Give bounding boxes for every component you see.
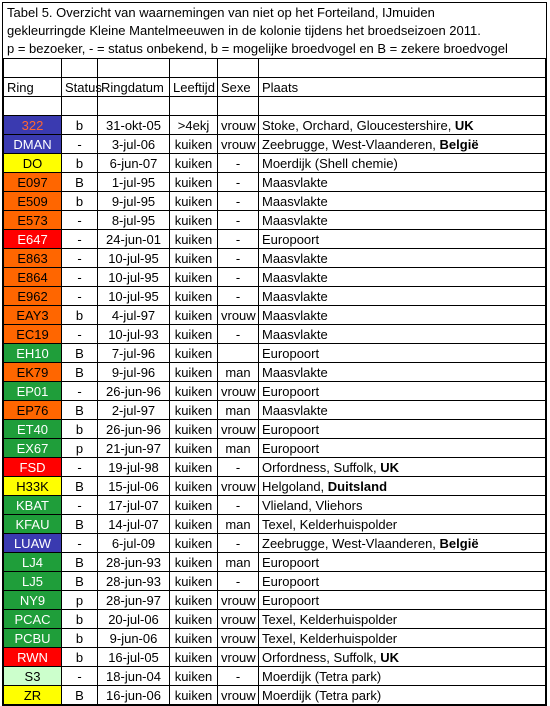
ringdatum-cell: 10-jul-95 [98,268,170,287]
ring-cell: 322 [4,116,62,135]
plaats-cell [259,667,546,686]
ring-cell: S3 [4,667,62,686]
table-row [4,363,546,382]
ring-cell: EP76 [4,401,62,420]
status-cell: b [62,116,98,135]
leeftijd-cell: kuiken [170,287,218,306]
sexe-cell: vrouw [218,306,259,325]
ringdatum-cell: 3-jul-06 [98,135,170,154]
plaats-cell [259,515,546,534]
plaats-cell [259,325,546,344]
ring-cell: E863 [4,249,62,268]
plaats-cell [259,249,546,268]
status-cell: p [62,591,98,610]
sexe-cell: man [218,401,259,420]
status-cell: b [62,154,98,173]
sexe-cell: man [218,363,259,382]
status-cell: B [62,572,98,591]
leeftijd-cell: kuiken [170,610,218,629]
leeftijd-cell: kuiken [170,154,218,173]
plaats-cell [259,135,546,154]
plaats-cell [259,344,546,363]
leeftijd-cell: kuiken [170,572,218,591]
ring-cell: H33K [4,477,62,496]
ringdatum-cell: 24-jun-01 [98,230,170,249]
ring-cell: KBAT [4,496,62,515]
sexe-cell: vrouw [218,420,259,439]
table-row [4,287,546,306]
leeftijd-cell: kuiken [170,439,218,458]
country-text: België [439,136,479,152]
ring-cell: E864 [4,268,62,287]
country-text: België [439,535,479,551]
leeftijd-cell: kuiken [170,230,218,249]
status-cell: b [62,420,98,439]
status-cell: - [62,667,98,686]
leeftijd-cell: kuiken [170,135,218,154]
sexe-cell: - [218,211,259,230]
ring-cell: RWN [4,648,62,667]
plaats-text: Europoort [262,592,320,608]
table-row [4,249,546,268]
plaats-cell [259,173,546,192]
table-row [4,534,546,553]
ringdatum-cell: 10-jul-93 [98,325,170,344]
ring-cell: LJ4 [4,553,62,572]
ringdatum-cell: 4-jul-97 [98,306,170,325]
plaats-text: Texel, Kelderhuispolder [262,611,398,627]
plaats-text: Helgoland, [262,478,328,494]
ringdatum-cell: 10-jul-95 [98,287,170,306]
leeftijd-cell: kuiken [170,458,218,477]
sexe-cell: vrouw [218,591,259,610]
ring-cell: EX67 [4,439,62,458]
status-cell: b [62,306,98,325]
status-cell: - [62,249,98,268]
plaats-text: Zeebrugge, West-Vlaanderen, [262,535,440,551]
plaats-cell [259,192,546,211]
country-text: UK [380,459,400,475]
table-row [4,420,546,439]
sexe-cell [218,344,259,363]
caption-line-1: Tabel 5. Overzicht van waarnemingen van niet op het Forteiland, IJmuiden [7,5,435,20]
ring-cell: NY9 [4,591,62,610]
plaats-cell [259,572,546,591]
table-row [4,515,546,534]
ringdatum-cell: 26-jun-96 [98,420,170,439]
leeftijd-cell: kuiken [170,420,218,439]
ring-cell: FSD [4,458,62,477]
plaats-text: Maasvlakte [262,288,328,304]
sexe-cell: - [218,173,259,192]
plaats-text: Europoort [262,421,320,437]
sexe-cell: man [218,439,259,458]
table-row [4,477,546,496]
leeftijd-cell: kuiken [170,344,218,363]
plaats-cell [259,154,546,173]
plaats-text: Texel, Kelderhuispolder [262,516,398,532]
ringdatum-cell: 17-jul-07 [98,496,170,515]
plaats-text: Maasvlakte [262,307,328,323]
plaats-text: Europoort [262,554,320,570]
header-ringdatum: Ringdatum [98,78,170,97]
ring-cell: EH10 [4,344,62,363]
header-sexe: Sexe [218,78,259,97]
leeftijd-cell: kuiken [170,591,218,610]
plaats-cell [259,287,546,306]
ring-cell: LJ5 [4,572,62,591]
status-cell: - [62,230,98,249]
status-cell: - [62,534,98,553]
leeftijd-cell: kuiken [170,382,218,401]
plaats-text: Texel, Kelderhuispolder [262,630,398,646]
ringdatum-cell: 28-jun-93 [98,572,170,591]
country-text: UK [454,117,474,133]
country-text: Duitsland [327,478,388,494]
sexe-cell: man [218,515,259,534]
sexe-cell: - [218,534,259,553]
leeftijd-cell: kuiken [170,173,218,192]
table-row [4,439,546,458]
status-cell: - [62,382,98,401]
ringdatum-cell: 26-jun-96 [98,382,170,401]
table-row [4,173,546,192]
plaats-text: Moerdijk (Tetra park) [262,668,382,684]
country-text: UK [380,649,400,665]
status-cell: b [62,192,98,211]
ring-cell: EP01 [4,382,62,401]
sexe-cell: - [218,230,259,249]
status-cell: B [62,477,98,496]
ring-cell: EK79 [4,363,62,382]
table-row [4,686,546,705]
ringdatum-cell: 16-jul-05 [98,648,170,667]
ring-cell: E097 [4,173,62,192]
leeftijd-cell: kuiken [170,268,218,287]
ringdatum-cell: 6-jul-09 [98,534,170,553]
ring-cell: E962 [4,287,62,306]
ringdatum-cell: 18-jun-04 [98,667,170,686]
plaats-text: Maasvlakte [262,326,328,342]
ring-cell: EAY3 [4,306,62,325]
ring-cell: ET40 [4,420,62,439]
plaats-cell [259,306,546,325]
table-row [4,553,546,572]
leeftijd-cell: kuiken [170,325,218,344]
header-row [4,78,546,97]
sexe-cell: - [218,667,259,686]
ringdatum-cell: 28-jun-93 [98,553,170,572]
ring-cell: KFAU [4,515,62,534]
plaats-cell [259,382,546,401]
ringdatum-cell: 19-jul-98 [98,458,170,477]
status-cell: p [62,439,98,458]
plaats-cell [259,648,546,667]
plaats-text: Europoort [262,573,320,589]
sexe-cell: - [218,572,259,591]
ring-cell: ZR [4,686,62,705]
sexe-cell: - [218,268,259,287]
leeftijd-cell: kuiken [170,515,218,534]
status-cell: B [62,344,98,363]
ringdatum-cell: 9-jun-06 [98,629,170,648]
ring-cell: DMAN [4,135,62,154]
plaats-cell [259,268,546,287]
sexe-cell: - [218,249,259,268]
table-row [4,572,546,591]
sexe-cell: vrouw [218,610,259,629]
plaats-text: Maasvlakte [262,269,328,285]
leeftijd-cell: kuiken [170,306,218,325]
header-spacer-row [4,59,546,78]
plaats-text: Vlieland, Vliehors [262,497,363,513]
leeftijd-cell: kuiken [170,192,218,211]
table-row [4,230,546,249]
plaats-text: Europoort [262,345,320,361]
status-cell: - [62,325,98,344]
status-cell: - [62,135,98,154]
sexe-cell: - [218,496,259,515]
ring-cell: DO [4,154,62,173]
status-cell: - [62,211,98,230]
plaats-text: Stoke, Orchard, Gloucestershire, [262,117,455,133]
status-cell: B [62,401,98,420]
table-row [4,135,546,154]
ringdatum-cell: 28-jun-97 [98,591,170,610]
leeftijd-cell: >4ekj [170,116,218,135]
ring-cell: E573 [4,211,62,230]
ringdatum-cell: 7-jul-96 [98,344,170,363]
plaats-cell [259,420,546,439]
table-row [4,192,546,211]
ringdatum-cell: 20-jul-06 [98,610,170,629]
status-cell: B [62,686,98,705]
sexe-cell: man [218,553,259,572]
table-row [4,591,546,610]
table-row [4,648,546,667]
ringdatum-cell: 10-jul-95 [98,249,170,268]
plaats-cell [259,401,546,420]
leeftijd-cell: kuiken [170,648,218,667]
plaats-text: Maasvlakte [262,193,328,209]
ring-cell: PCAC [4,610,62,629]
plaats-cell [259,553,546,572]
plaats-text: Orfordness, Suffolk, [262,459,381,475]
status-cell: b [62,648,98,667]
plaats-cell [259,458,546,477]
leeftijd-cell: kuiken [170,496,218,515]
ringdatum-cell: 2-jul-97 [98,401,170,420]
sexe-cell: vrouw [218,686,259,705]
status-cell: b [62,629,98,648]
leeftijd-cell: kuiken [170,249,218,268]
plaats-text: Moerdijk (Shell chemie) [262,155,398,171]
sexe-cell: vrouw [218,477,259,496]
plaats-text: Maasvlakte [262,402,328,418]
sexe-cell: vrouw [218,629,259,648]
plaats-text: Orfordness, Suffolk, [262,649,381,665]
leeftijd-cell: kuiken [170,534,218,553]
table-row [4,268,546,287]
header-ring: Ring [4,78,62,97]
status-cell: - [62,287,98,306]
caption-line-3: p = bezoeker, - = status onbekend, b = mogelijke broedvogel en B = zekere broedvogel [7,41,508,56]
ringdatum-cell: 14-jul-07 [98,515,170,534]
status-cell: - [62,268,98,287]
leeftijd-cell: kuiken [170,211,218,230]
plaats-text: Europoort [262,231,320,247]
header-plaats: Plaats [259,78,546,97]
table-row [4,344,546,363]
ringdatum-cell: 1-jul-95 [98,173,170,192]
plaats-cell [259,686,546,705]
table-row [4,496,546,515]
observations-table [3,58,546,705]
ring-cell: EC19 [4,325,62,344]
plaats-text: Europoort [262,383,320,399]
table-row [4,325,546,344]
status-cell: b [62,610,98,629]
sexe-cell: - [218,192,259,211]
status-cell: B [62,173,98,192]
plaats-text: Maasvlakte [262,364,328,380]
table-caption [3,3,546,58]
status-cell: - [62,458,98,477]
leeftijd-cell: kuiken [170,363,218,382]
table-sheet [2,2,547,706]
plaats-text: Maasvlakte [262,250,328,266]
header-status: Status [62,78,98,97]
ringdatum-cell: 16-jun-06 [98,686,170,705]
plaats-text: Moerdijk (Tetra park) [262,687,382,703]
plaats-cell [259,363,546,382]
caption-line-2: gekleurringde Kleine Mantelmeeuwen in de kolonie tijdens het broedseizoen 2011. [7,23,481,38]
plaats-cell [259,211,546,230]
sexe-cell: - [218,458,259,477]
plaats-text: Europoort [262,440,320,456]
table-row [4,382,546,401]
ring-cell: PCBU [4,629,62,648]
plaats-cell [259,496,546,515]
sexe-cell: vrouw [218,135,259,154]
plaats-cell [259,116,546,135]
status-cell: B [62,553,98,572]
ring-cell: E647 [4,230,62,249]
ringdatum-cell: 9-jul-95 [98,192,170,211]
leeftijd-cell: kuiken [170,553,218,572]
leeftijd-cell: kuiken [170,629,218,648]
plaats-cell [259,230,546,249]
plaats-text: Zeebrugge, West-Vlaanderen, [262,136,440,152]
ringdatum-cell: 9-jul-96 [98,363,170,382]
status-cell: B [62,515,98,534]
plaats-cell [259,591,546,610]
table-row [4,154,546,173]
header-spacer-row [4,97,546,116]
sexe-cell: - [218,154,259,173]
ringdatum-cell: 15-jul-06 [98,477,170,496]
table-row [4,667,546,686]
ring-cell: LUAW [4,534,62,553]
plaats-text: Maasvlakte [262,174,328,190]
sexe-cell: vrouw [218,648,259,667]
leeftijd-cell: kuiken [170,686,218,705]
sexe-cell: - [218,287,259,306]
status-cell: - [62,496,98,515]
status-cell: B [62,363,98,382]
table-row [4,610,546,629]
plaats-cell [259,439,546,458]
sexe-cell: - [218,325,259,344]
leeftijd-cell: kuiken [170,401,218,420]
plaats-cell [259,610,546,629]
sexe-cell: vrouw [218,382,259,401]
plaats-cell [259,629,546,648]
ring-cell: E509 [4,192,62,211]
plaats-text: Maasvlakte [262,212,328,228]
leeftijd-cell: kuiken [170,667,218,686]
ringdatum-cell: 8-jul-95 [98,211,170,230]
leeftijd-cell: kuiken [170,477,218,496]
plaats-cell [259,534,546,553]
plaats-cell [259,477,546,496]
ringdatum-cell: 21-jun-97 [98,439,170,458]
ringdatum-cell: 6-jun-07 [98,154,170,173]
table-row [4,458,546,477]
table-row [4,629,546,648]
table-row [4,211,546,230]
header-leeftijd: Leeftijd [170,78,218,97]
table-row [4,306,546,325]
ringdatum-cell: 31-okt-05 [98,116,170,135]
table-row [4,116,546,135]
table-row [4,401,546,420]
sexe-cell: vrouw [218,116,259,135]
